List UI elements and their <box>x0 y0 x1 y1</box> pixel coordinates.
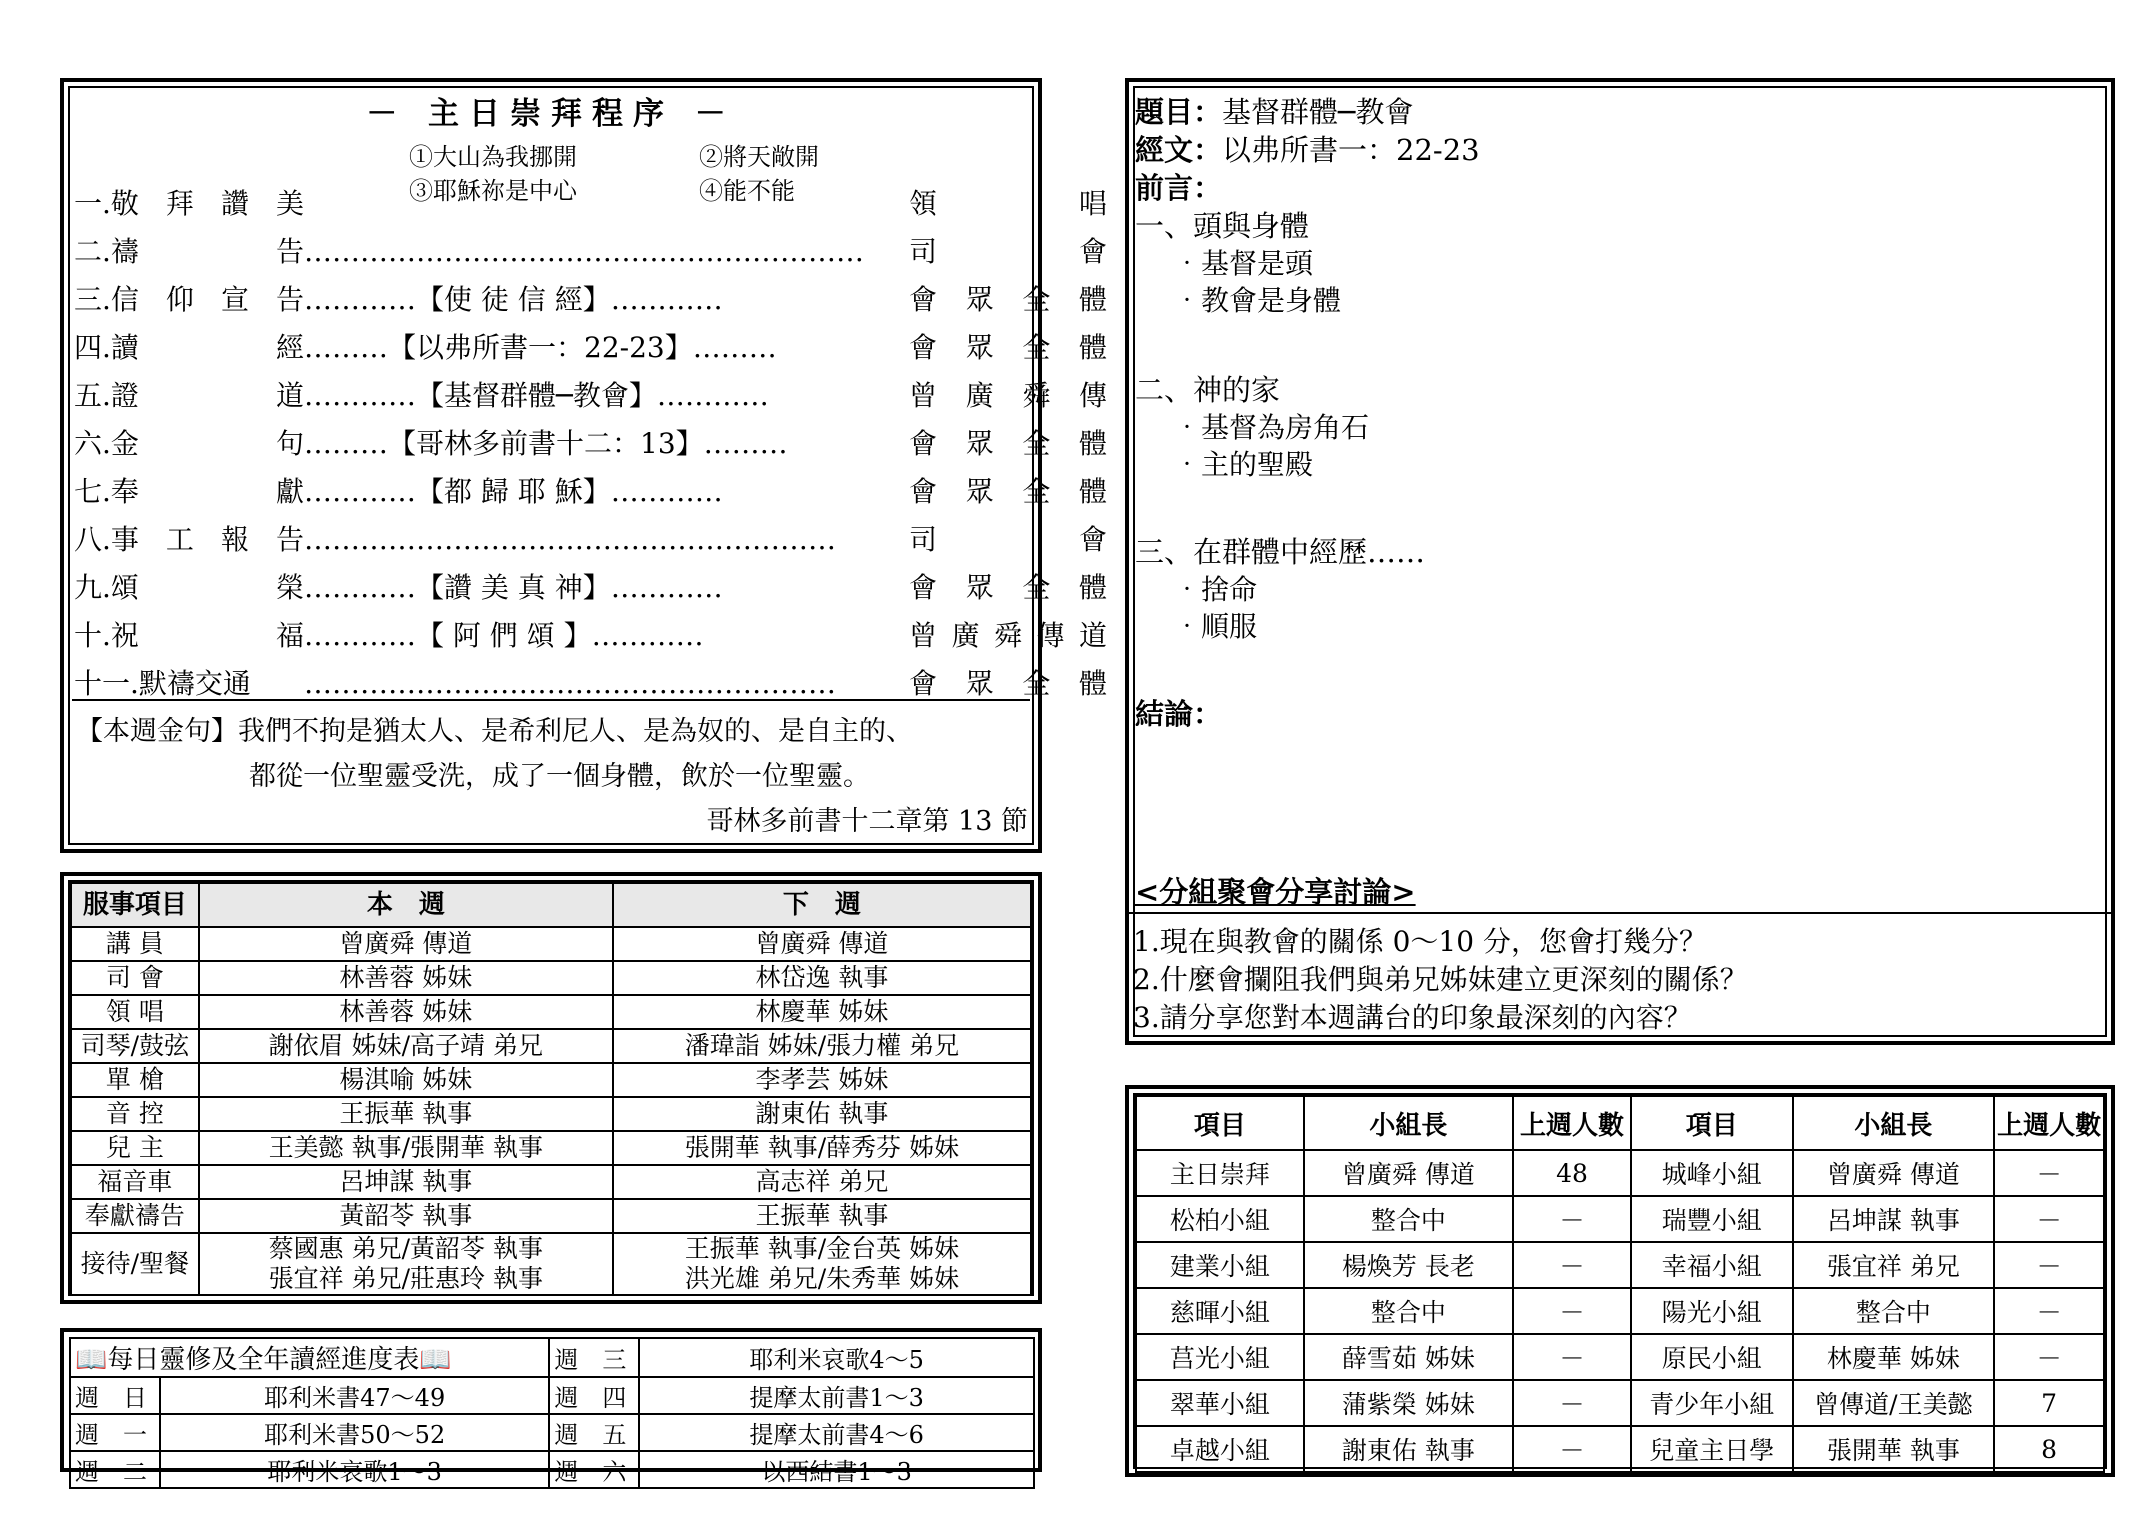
group-name: 陽光小組 <box>1631 1288 1793 1334</box>
outline-point: ‧順服 <box>1173 610 1258 643</box>
group-count: － <box>1513 1288 1631 1334</box>
program-item-leader: 會 眾 全 體 <box>909 331 1107 364</box>
service-item: 接待/聖餐 <box>71 1233 199 1295</box>
table-row <box>1136 1426 2104 1472</box>
group-count: － <box>1994 1196 2104 1242</box>
next-week-server: 王振華 執事 <box>613 1199 1031 1233</box>
table-row <box>70 1338 1034 1377</box>
program-item-detail: ………【哥林多前書十二：13】……… <box>304 427 788 460</box>
table-row <box>1136 1288 2104 1334</box>
program-item-detail: ………【以弗所書一：22-23】……… <box>304 331 777 364</box>
program-item-detail: ………………………………………………… <box>304 667 836 700</box>
program-item-detail: …………【使 徒 信 經】………… <box>304 283 723 316</box>
table-row <box>71 961 1031 995</box>
group-name: 城峰小組 <box>1631 1150 1793 1196</box>
group-leader: 整合中 <box>1793 1288 1995 1334</box>
group-count: － <box>1513 1196 1631 1242</box>
next-week-server: 曾廣舜 傳道 <box>613 927 1031 961</box>
question-1: 1.現在與教會的關係 0～10 分，您會打幾分？ <box>1133 925 1707 958</box>
sermon-scripture: 經文：以弗所書一：22-23 <box>1135 133 1480 167</box>
group-count: － <box>1994 1150 2104 1196</box>
program-item-leader: 會 眾 全 體 <box>909 667 1107 700</box>
group-leader: 蒲紫榮 姊妹 <box>1304 1380 1514 1426</box>
service-item: 音 控 <box>71 1097 199 1131</box>
table-row <box>71 1097 1031 1131</box>
header-this-week: 本 週 <box>199 883 613 927</box>
verse-reference: 哥林多前書十二章第 13 節 <box>706 806 1028 837</box>
group-leader: 薛雪茹 姊妹 <box>1304 1334 1514 1380</box>
table-row <box>71 995 1031 1029</box>
this-week-server: 林善蓉 姊妹 <box>199 995 613 1029</box>
program-item-label: 二.禱 告 <box>74 235 304 268</box>
this-week-server: 曾廣舜 傳道 <box>199 927 613 961</box>
discussion-divider <box>1129 912 2111 914</box>
program-item <box>74 184 1107 224</box>
next-week-server: 高志祥 弟兄 <box>613 1165 1031 1199</box>
outline-heading: 二、神的家 <box>1135 373 1281 407</box>
group-leader: 張宜祥 弟兄 <box>1793 1242 1995 1288</box>
program-item <box>74 568 1107 608</box>
table-row <box>71 1165 1031 1199</box>
program-item-label: 五.證 道 <box>74 379 304 412</box>
group-count: － <box>1513 1426 1631 1472</box>
table-row <box>1136 1334 2104 1380</box>
program-item <box>74 472 1107 512</box>
table-row <box>70 1451 1034 1488</box>
service-item: 領 唱 <box>71 995 199 1029</box>
sermon-notes <box>1125 78 2115 1045</box>
reading-passage: 耶利米書47～49 <box>160 1377 549 1414</box>
reading-day: 週 日 <box>70 1377 160 1414</box>
question-3: 3.請分享您對本週講台的印象最深刻的內容？ <box>1133 1001 1692 1034</box>
group-leader: 曾傳道/王美懿 <box>1793 1380 1995 1426</box>
next-week-server: 林岱逸 執事 <box>613 961 1031 995</box>
service-item: 司琴/鼓弦 <box>71 1029 199 1063</box>
header-count-2: 上週人數 <box>1994 1096 2104 1150</box>
this-week-server: 謝依眉 姊妹/高子靖 弟兄 <box>199 1029 613 1063</box>
program-item-label: 九.頌 榮 <box>74 571 304 604</box>
group-leader: 曾廣舜 傳道 <box>1793 1150 1995 1196</box>
table-row <box>1136 1242 2104 1288</box>
table-row <box>71 1233 1031 1295</box>
program-item-detail: ………………………………………………… <box>304 523 836 556</box>
program-item <box>74 664 1107 704</box>
group-leader: 呂坤謀 執事 <box>1793 1196 1995 1242</box>
group-name: 莒光小組 <box>1136 1334 1304 1380</box>
program-item-label: 四.讀 經 <box>74 331 304 364</box>
worship-program <box>60 78 1107 853</box>
program-item-detail: …………【 阿 們 頌 】………… <box>304 619 704 652</box>
program-item-label: 七.奉 獻 <box>74 475 304 508</box>
group-count: － <box>1994 1334 2104 1380</box>
group-leader: 整合中 <box>1304 1288 1514 1334</box>
reading-day: 週 三 <box>549 1338 639 1377</box>
program-item-label: 三.信 仰 宣 告 <box>74 283 304 316</box>
group-count: － <box>1513 1334 1631 1380</box>
program-item-leader: 會 眾 全 體 <box>909 571 1107 604</box>
group-leader: 整合中 <box>1304 1196 1514 1242</box>
groups-table <box>1135 1095 2105 1473</box>
program-item <box>74 232 1107 272</box>
program-item-leader: 領 唱 <box>909 187 1107 220</box>
program-item <box>74 328 1107 368</box>
program-item-detail: …………【都 歸 耶 穌】………… <box>304 475 723 508</box>
outline-point: ‧教會是身體 <box>1173 284 1342 317</box>
service-item: 講 員 <box>71 927 199 961</box>
program-item <box>74 520 1107 560</box>
reading-day: 週 二 <box>70 1451 160 1488</box>
next-week-server: 謝東佑 執事 <box>613 1097 1031 1131</box>
next-week-server: 林慶華 姊妹 <box>613 995 1031 1029</box>
service-item: 奉獻禱告 <box>71 1199 199 1233</box>
reading-passage: 耶利米哀歌1～3 <box>160 1451 549 1488</box>
next-week-server: 潘瑋詣 姊妹/張力權 弟兄 <box>613 1029 1031 1063</box>
reading-table <box>69 1337 1035 1489</box>
group-name: 青少年小組 <box>1631 1380 1793 1426</box>
reading-plan-title: 📖每日靈修及全年讀經進度表📖 <box>70 1338 549 1377</box>
header-leader-2: 小組長 <box>1793 1096 1995 1150</box>
this-week-server: 黃韶苓 執事 <box>199 1199 613 1233</box>
outline-point: ‧捨命 <box>1173 573 1258 606</box>
table-row <box>70 1377 1034 1414</box>
group-name: 原民小組 <box>1631 1334 1793 1380</box>
group-count: － <box>1513 1242 1631 1288</box>
reading-passage: 耶利米書50～52 <box>160 1414 549 1451</box>
group-leader: 林慶華 姊妹 <box>1793 1334 1995 1380</box>
group-leader: 曾廣舜 傳道 <box>1304 1150 1514 1196</box>
this-week-server: 王振華 執事 <box>199 1097 613 1131</box>
program-item-label: 六.金 句 <box>74 427 304 460</box>
service-table <box>70 882 1032 1296</box>
song-1: ①大山為我挪開 <box>409 143 577 171</box>
reading-day: 週 四 <box>549 1377 639 1414</box>
this-week-server: 呂坤謀 執事 <box>199 1165 613 1199</box>
header-next-week: 下 週 <box>613 883 1031 927</box>
group-name: 幸福小組 <box>1631 1242 1793 1288</box>
group-count: － <box>1513 1380 1631 1426</box>
outline-point: ‧基督是頭 <box>1173 247 1314 280</box>
table-row <box>71 927 1031 961</box>
reading-passage: 以西結書1～3 <box>639 1451 1034 1488</box>
service-item: 單 槍 <box>71 1063 199 1097</box>
service-item: 兒 主 <box>71 1131 199 1165</box>
program-title: － 主日崇拜程序 － <box>366 96 736 132</box>
group-name: 建業小組 <box>1136 1242 1304 1288</box>
group-leader: 楊煥芳 長老 <box>1304 1242 1514 1288</box>
song-3: ③耶穌祢是中心 <box>409 177 577 205</box>
program-item-leader: 曾 廣 舜 傳 道 <box>909 619 1107 652</box>
outline-heading: 三、在群體中經歷…… <box>1135 535 1426 569</box>
program-item-label: 十一.默禱交通 <box>74 667 251 700</box>
table-row <box>70 1414 1034 1451</box>
sermon-intro: 前言： <box>1135 171 1223 205</box>
table-row <box>1136 1150 2104 1196</box>
header-group: 項目 <box>1136 1096 1304 1150</box>
program-item <box>74 280 1107 320</box>
reading-plan <box>60 1328 1042 1486</box>
song-2: ②將天敞開 <box>699 143 819 171</box>
header-group-2: 項目 <box>1631 1096 1793 1150</box>
group-count: 48 <box>1513 1150 1631 1196</box>
reading-passage: 提摩太前書4～6 <box>639 1414 1034 1451</box>
question-2: 2.什麼會攔阻我們與弟兄姊妹建立更深刻的關係？ <box>1133 963 1748 996</box>
this-week-server: 王美懿 執事/張開華 執事 <box>199 1131 613 1165</box>
table-row <box>1136 1196 2104 1242</box>
header-leader: 小組長 <box>1304 1096 1514 1150</box>
group-name: 兒童主日學 <box>1631 1426 1793 1472</box>
outline-heading: 一、頭與身體 <box>1135 209 1310 243</box>
this-week-server: 楊淇喻 姊妹 <box>199 1063 613 1097</box>
program-item-leader: 司 會 <box>909 235 1107 268</box>
outline-point: ‧主的聖殿 <box>1173 448 1314 481</box>
this-week-server: 蔡國惠 弟兄/黃韶苓 執事 張宜祥 弟兄/莊惠玲 執事 <box>199 1233 613 1295</box>
program-item-label: 一.敬 拜 讚 美 <box>74 187 304 220</box>
group-name: 卓越小組 <box>1136 1426 1304 1472</box>
group-leader: 謝東佑 執事 <box>1304 1426 1514 1472</box>
next-week-server: 王振華 執事/金台英 姊妹 洪光雄 弟兄/朱秀華 姊妹 <box>613 1233 1031 1295</box>
group-attendance <box>1125 1085 2115 1477</box>
verse-line-1: 【本週金句】我們不拘是猶太人、是希利尼人、是為奴的、是自主的、 <box>76 716 913 747</box>
outline-point: ‧基督為房角石 <box>1173 411 1370 444</box>
group-count: 8 <box>1994 1426 2104 1472</box>
program-item-leader: 會 眾 全 體 <box>909 427 1107 460</box>
group-name: 瑞豐小組 <box>1631 1196 1793 1242</box>
program-item-label: 十.祝 福 <box>74 619 304 652</box>
this-week-server: 林善蓉 姊妹 <box>199 961 613 995</box>
program-item-leader: 曾 廣 舜 傳 <box>909 379 1107 412</box>
table-row <box>71 1029 1031 1063</box>
program-item <box>74 424 1107 464</box>
header-service-item: 服事項目 <box>71 883 199 927</box>
group-count: 7 <box>1994 1380 2104 1426</box>
table-row <box>71 1131 1031 1165</box>
reading-day: 週 六 <box>549 1451 639 1488</box>
group-count: － <box>1994 1288 2104 1334</box>
program-item-leader: 司 會 <box>909 523 1107 556</box>
group-name: 慈暉小組 <box>1136 1288 1304 1334</box>
service-item: 福音車 <box>71 1165 199 1199</box>
program-item <box>74 616 1107 656</box>
table-row <box>1136 1380 2104 1426</box>
program-item <box>74 376 1107 416</box>
program-item-detail: …………………………………………………… <box>304 235 864 268</box>
sermon-conclusion: 結論： <box>1135 697 1223 731</box>
program-item-leader: 會 眾 全 體 <box>909 475 1107 508</box>
reading-day: 週 五 <box>549 1414 639 1451</box>
program-item-detail: …………【讚 美 真 神】………… <box>304 571 723 604</box>
reading-passage: 耶利米哀歌4～5 <box>639 1338 1034 1377</box>
group-name: 翠華小組 <box>1136 1380 1304 1426</box>
program-item-leader: 會 眾 全 體 <box>909 283 1107 316</box>
next-week-server: 張開華 執事/薛秀芬 姊妹 <box>613 1131 1031 1165</box>
sermon-topic: 題目：基督群體─教會 <box>1135 95 1414 129</box>
service-item: 司 會 <box>71 961 199 995</box>
program-item-detail: …………【基督群體─教會】………… <box>304 379 769 412</box>
reading-passage: 提摩太前書1～3 <box>639 1377 1034 1414</box>
table-row <box>71 1063 1031 1097</box>
group-name: 松柏小組 <box>1136 1196 1304 1242</box>
group-leader: 張開華 執事 <box>1793 1426 1995 1472</box>
reading-day: 週 一 <box>70 1414 160 1451</box>
service-roster <box>60 872 1042 1304</box>
verse-divider <box>72 699 1030 701</box>
next-week-server: 李孝芸 姊妹 <box>613 1063 1031 1097</box>
table-row <box>71 1199 1031 1233</box>
verse-line-2: 都從一位聖靈受洗，成了一個身體，飲於一位聖靈。 <box>249 761 870 792</box>
song-4: ④能不能 <box>699 177 795 205</box>
group-count: － <box>1994 1242 2104 1288</box>
discussion-title: <分組聚會分享討論> <box>1135 875 1416 909</box>
group-name: 主日崇拜 <box>1136 1150 1304 1196</box>
program-item-label: 八.事 工 報 告 <box>74 523 304 556</box>
header-count: 上週人數 <box>1513 1096 1631 1150</box>
